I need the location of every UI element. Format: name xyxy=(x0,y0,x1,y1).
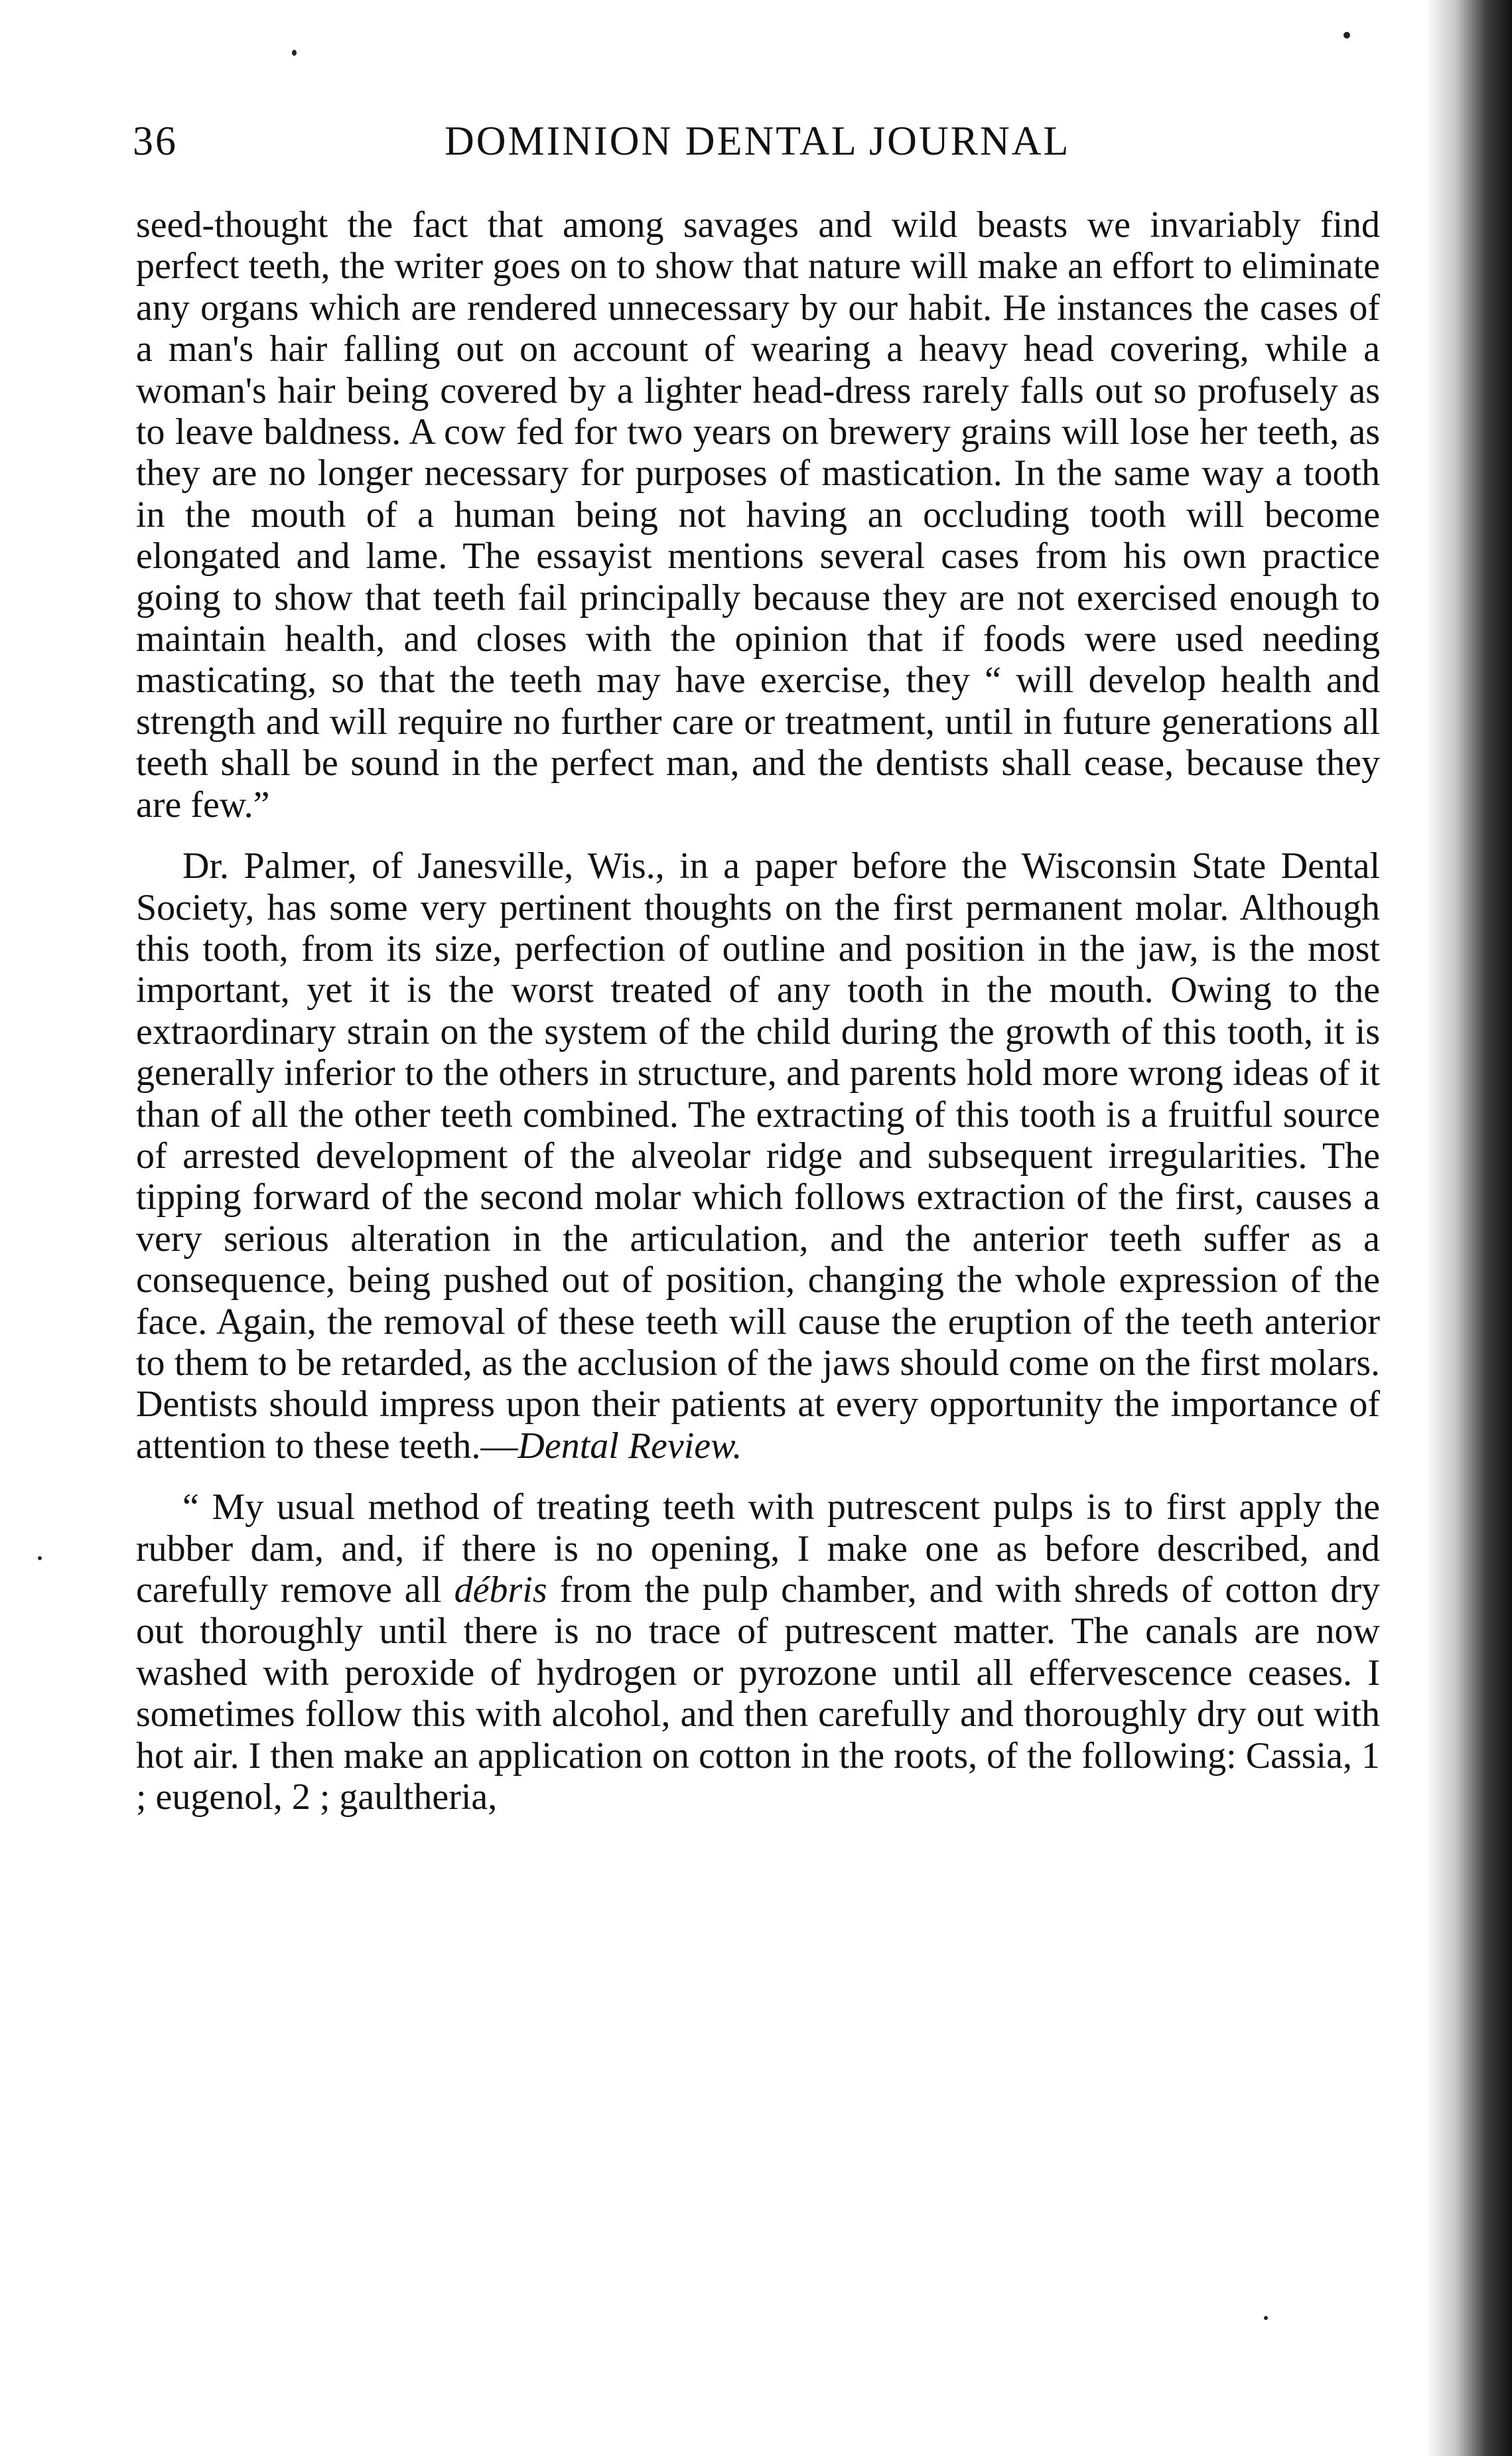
journal-title: DOMINION DENTAL JOURNAL xyxy=(445,119,1071,164)
print-speck xyxy=(1264,2316,1268,2320)
paragraph-putrescent-pulps xyxy=(136,1486,1380,1818)
paragraph-text-start: “ My usual method of treating teeth with putrescent pulps is to first apply the rubber dam, and, if there is no opening, I make one as before described, and carefully remove all xyxy=(136,1486,1380,1611)
running-head xyxy=(133,118,1380,171)
paragraph-seed-thought xyxy=(136,204,1380,826)
article-body xyxy=(136,204,1380,1818)
book-binding-edge xyxy=(1426,0,1512,2456)
print-speck xyxy=(292,50,297,56)
print-speck xyxy=(1343,32,1350,38)
page-number: 36 xyxy=(133,119,178,164)
italic-term-debris: débris xyxy=(454,1569,547,1611)
paragraph-palmer xyxy=(136,845,1380,1467)
paragraph-text: seed-thought the fact that among savages and wild beasts we invariably find perfect teeth, the writer goes on to show that nature will make an effort to eliminate any organs which are rendered unnecessary by our habit. He instances the cases of a man's hair falling out on account of wearing a heavy head covering, while a woman's hair being covered by a lighter head-dress rarely falls out so profusely as to leave baldness. A cow fed for two years on brewery grains will lose her teeth, as they are no longer necessary for purposes of mastication. In the same way a tooth in the mouth of a human being not having an occluding tooth will become elongated and lame. The essayist mentions several cases from his own practice going to show that teeth fail principally because they are not exercised enough to maintain health, and closes with the opinion that if foods were used needing masticating, so that the teeth may have exercise, they “ will develop health and strength and will require no further care or treatment, until in future generations all teeth shall be sound in the perfect man, and the dentists shall cease, because they are few.” xyxy=(136,204,1380,826)
citation-dental-review: Dental Review. xyxy=(517,1425,742,1467)
print-speck xyxy=(38,1556,42,1560)
paragraph-text: Dr. Palmer, of Janesville, Wis., in a paper before the Wisconsin State Dental Society, has some very pertinent thoughts on the first permanent molar. Although this tooth, from its size, perfection of outline and position in the jaw, is the most important, yet it is the worst treated of any tooth in the mouth. Owing to the extraordinary strain on the system of the child during the growth of this tooth, it is generally inferior to the others in structure, and parents hold more wrong ideas of it than of all the other teeth combined. The extracting of this tooth is a fruitful source of arrested development of the alveolar ridge and subsequent irregularities. The tipping forward of the second molar which follows extraction of the first, causes a very serious alteration in the articulation, and the anterior teeth suffer as a consequence, being pushed out of position, changing the whole expression of the face. Again, the removal of these teeth will cause the eruption of the teeth anterior to them to be retarded, as the acclusion of the jaws should come on the first molars. Dentists should impress upon their patients at every opportunity the importance of attention to these teeth.— xyxy=(136,845,1380,1467)
paragraph-text-end: from the pulp chamber, and with shreds of cotton dry out thoroughly until there is no trace of putrescent matter. The canals are now washed with peroxide of hydrogen or pyrozone until all effervescence ceases. I sometimes follow this with alcohol, and then carefully and thoroughly dry out with hot air. I then make an application on cotton in the roots, of the following: Cassia, 1 ; eugenol, 2 ; gaultheria, xyxy=(136,1569,1380,1818)
